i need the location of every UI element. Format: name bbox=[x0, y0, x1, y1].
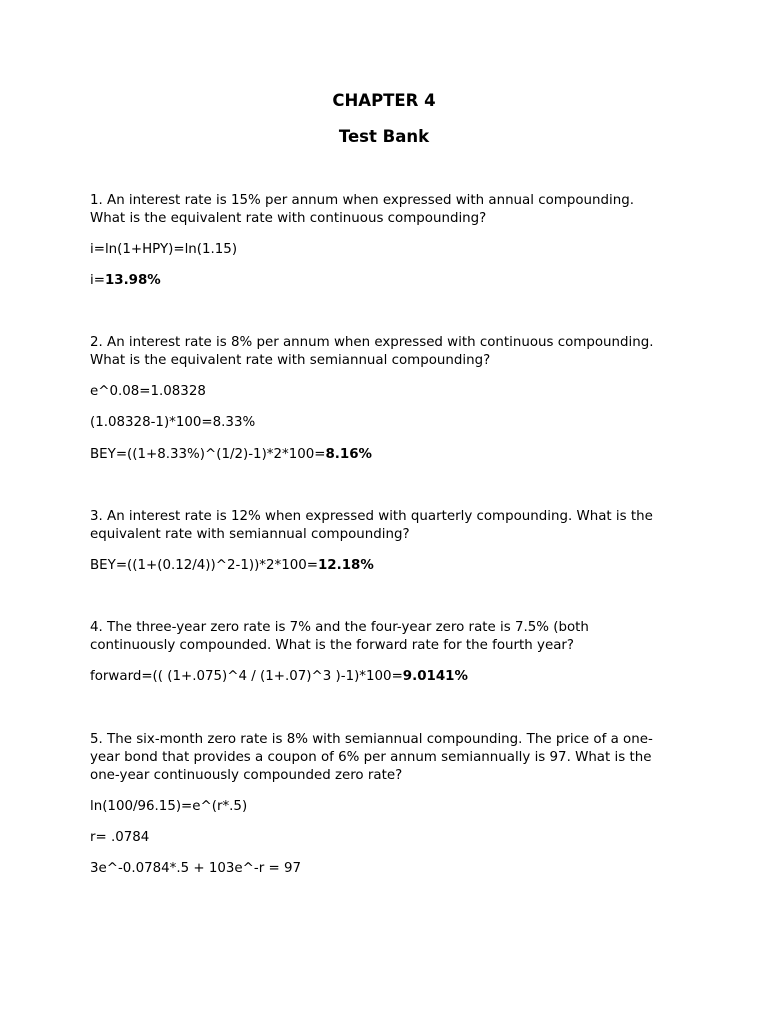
answer-value: 13.98% bbox=[104, 273, 161, 288]
answer-prefix: i= bbox=[90, 273, 105, 288]
question-4-line-2: continuously compounded. What is the forward rate for the fourth year? bbox=[90, 638, 575, 653]
answer-value: 12.18% bbox=[317, 558, 374, 573]
question-5-work-3: 3e^-0.0784*.5 + 103e^-r = 97 bbox=[90, 861, 301, 876]
question-4-answer bbox=[90, 668, 690, 686]
test-bank-subtitle: Test Bank bbox=[338, 127, 430, 146]
question-3-line-1: 3. An interest rate is 12% when expressed with quarterly compounding. What is the bbox=[90, 509, 653, 524]
answer-prefix: BEY=((1+8.33%)^(1/2)-1)*2*100= bbox=[90, 447, 326, 462]
question-1-work-1: i=ln(1+HPY)=ln(1.15) bbox=[90, 242, 238, 257]
answer-value: 8.16% bbox=[325, 447, 372, 462]
question-5-work-1: ln(100/96.15)=e^(r*.5) bbox=[90, 799, 248, 814]
question-1-answer bbox=[90, 272, 690, 290]
question-2-line-2: What is the equivalent rate with semiannual compounding? bbox=[90, 353, 491, 368]
question-3-line-2: equivalent rate with semiannual compounding? bbox=[90, 527, 410, 542]
question-5-line-3: one-year continuously compounded zero rate? bbox=[90, 768, 403, 783]
question-5-work-2: r= .0784 bbox=[90, 830, 150, 845]
question-4-line-1: 4. The three-year zero rate is 7% and the four-year zero rate is 7.5% (both bbox=[90, 620, 589, 635]
question-2-line-1: 2. An interest rate is 8% per annum when expressed with continuous compounding. bbox=[90, 335, 654, 350]
chapter-title: CHAPTER 4 bbox=[332, 91, 436, 110]
answer-prefix: BEY=((1+(0.12/4))^2-1))*2*100= bbox=[90, 558, 318, 573]
answer-prefix: forward=(( (1+.075)^4 / (1+.07)^3 )-1)*100= bbox=[90, 669, 403, 684]
answer-value: 9.0141% bbox=[402, 669, 468, 684]
question-3-answer bbox=[90, 557, 690, 575]
question-1-line-2: What is the equivalent rate with continuous compounding? bbox=[90, 211, 487, 226]
question-2-work-1: e^0.08=1.08328 bbox=[90, 384, 206, 399]
question-2-work-2: (1.08328-1)*100=8.33% bbox=[90, 415, 256, 430]
question-5-line-1: 5. The six-month zero rate is 8% with semiannual compounding. The price of a one- bbox=[90, 732, 653, 747]
question-5-line-2: year bond that provides a coupon of 6% per annum semiannually is 97. What is the bbox=[90, 750, 652, 765]
question-1-line-1: 1. An interest rate is 15% per annum when expressed with annual compounding. bbox=[90, 193, 634, 208]
question-2-answer bbox=[90, 446, 690, 464]
